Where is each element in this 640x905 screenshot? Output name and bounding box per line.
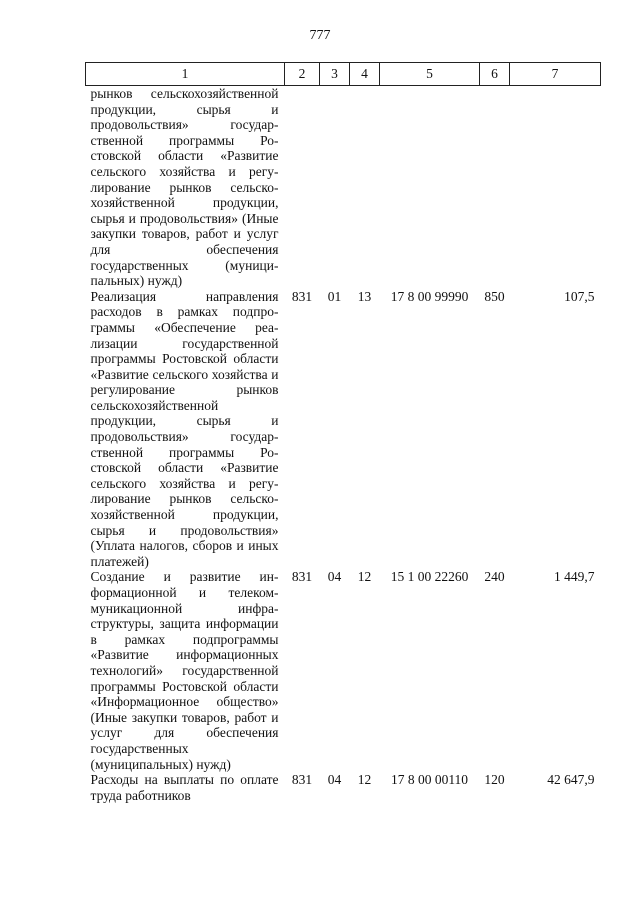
row-section-code xyxy=(320,86,350,289)
row-subsection-code: 12 xyxy=(357,772,372,788)
row-amount xyxy=(510,86,601,289)
row-description: Расходы на выплаты по оплате труда работников xyxy=(90,772,279,803)
row-description: рынков сельскохозяйственной продукции, сырья и продовольствия» государственной программы Ростовской области «Развитие сельского хозяйства и регулирование рынков сельскохозяйственной продукции, сырья и продовольствия» (Иные закупки товаров, работ и услуг для обеспечения государственных (муниципальных) нужд) xyxy=(90,86,279,289)
table-row xyxy=(86,772,601,803)
table-row xyxy=(86,289,601,570)
row-target-code: 17 8 00 00110 xyxy=(390,772,469,788)
row-amount: 1 449,7 xyxy=(554,569,595,585)
row-section-code: 01 xyxy=(327,288,342,304)
row-ministry-code: 831 xyxy=(291,569,313,585)
row-subsection-code xyxy=(350,86,380,289)
row-target-code: 17 8 00 99990 xyxy=(390,288,469,304)
table-row xyxy=(86,86,601,289)
table-row xyxy=(86,569,601,772)
header-col-5: 5 xyxy=(380,63,480,86)
header-col-3: 3 xyxy=(320,63,350,86)
header-row xyxy=(86,63,601,86)
row-subsection-code: 13 xyxy=(357,288,372,304)
row-description: Реализация направления расходов в рамках подпрограммы «Обеспечение реализации государственной программы Ростовской области «Развитие сельского хозяйства и регулирование рынков сельскохозяйственной продукции, сырья и продовольствия» государственной программы Ростовской области «Развитие сельского хозяйства и регулирование рынков сельскохозяйственной продукции, сырья и продовольствия» (Уплата налогов, сборов и иных платежей) xyxy=(90,288,279,569)
row-target-code xyxy=(380,86,480,289)
row-expense-type xyxy=(480,86,510,289)
row-expense-type: 120 xyxy=(484,772,505,788)
header-col-6: 6 xyxy=(480,63,510,86)
page-number: 777 xyxy=(309,28,331,43)
row-section-code: 04 xyxy=(327,569,342,585)
row-amount: 107,5 xyxy=(564,288,595,304)
row-target-code: 15 1 00 22260 xyxy=(390,569,469,585)
header-col-7: 7 xyxy=(510,63,601,86)
header-col-4: 4 xyxy=(350,63,380,86)
header-col-1: 1 xyxy=(86,63,285,86)
row-amount: 42 647,9 xyxy=(547,772,595,788)
row-ministry-code xyxy=(285,86,320,289)
row-expense-type: 850 xyxy=(484,288,505,304)
row-subsection-code: 12 xyxy=(357,569,372,585)
header-col-2: 2 xyxy=(285,63,320,86)
row-description: Создание и развитие информационной и телекоммуникационной инфраструктуры, защита информации в рамках подпрограммы «Развитие информационных технологий» государственной программы Ростовской области «Информационное общество» (Иные закупки товаров, работ и услуг для обеспечения государственных (муниципальных) нужд) xyxy=(90,569,279,772)
row-ministry-code: 831 xyxy=(291,288,313,304)
row-expense-type: 240 xyxy=(484,569,505,585)
row-section-code: 04 xyxy=(327,772,342,788)
row-ministry-code: 831 xyxy=(291,772,313,788)
budget-table xyxy=(85,62,601,803)
